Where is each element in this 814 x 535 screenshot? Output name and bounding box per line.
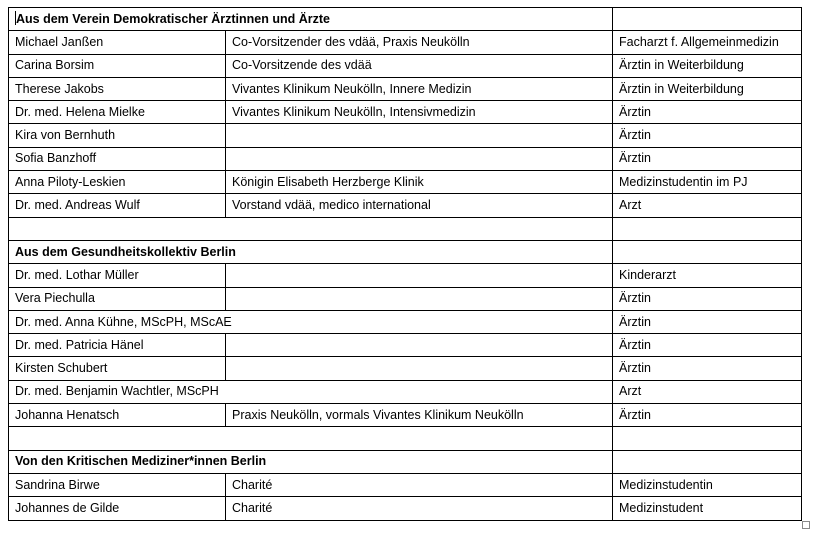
name-cell[interactable]: Dr. med. Lothar Müller: [9, 264, 226, 287]
section-heading-row: [9, 8, 802, 31]
section-heading[interactable]: [9, 240, 613, 263]
empty-cell[interactable]: [9, 427, 613, 450]
name-cell[interactable]: Dr. med. Helena Mielke: [9, 101, 226, 124]
name-cell[interactable]: Anna Piloty-Leskien: [9, 171, 226, 194]
table-row: [9, 194, 802, 217]
empty-cell[interactable]: [613, 240, 802, 263]
signatory-table-body: [9, 8, 802, 521]
table-row: [9, 31, 802, 54]
table-row: [9, 77, 802, 100]
name-cell[interactable]: Dr. med. Patricia Hänel: [9, 334, 226, 357]
empty-cell[interactable]: [613, 8, 802, 31]
role-cell[interactable]: Ärztin: [613, 357, 802, 380]
name-cell[interactable]: Sofia Banzhoff: [9, 147, 226, 170]
affiliation-cell[interactable]: Charité: [226, 473, 613, 496]
table-row: [9, 171, 802, 194]
empty-cell[interactable]: [613, 217, 802, 240]
table-row: [9, 404, 802, 427]
role-cell[interactable]: Ärztin: [613, 334, 802, 357]
affiliation-cell[interactable]: [226, 147, 613, 170]
section-heading[interactable]: [9, 450, 613, 473]
role-cell[interactable]: Facharzt f. Allgemeinmedizin: [613, 31, 802, 54]
role-cell[interactable]: Arzt: [613, 380, 802, 403]
affiliation-cell[interactable]: Co-Vorsitzende des vdää: [226, 54, 613, 77]
affiliation-cell[interactable]: Vorstand vdää, medico international: [226, 194, 613, 217]
name-cell[interactable]: Dr. med. Benjamin Wachtler, MScPH: [9, 380, 613, 403]
role-cell[interactable]: Ärztin: [613, 147, 802, 170]
role-cell[interactable]: Ärztin in Weiterbildung: [613, 54, 802, 77]
table-row: [9, 147, 802, 170]
role-cell[interactable]: Medizinstudent: [613, 497, 802, 520]
role-cell[interactable]: Ärztin: [613, 101, 802, 124]
section-heading-row: [9, 450, 802, 473]
name-cell[interactable]: Johannes de Gilde: [9, 497, 226, 520]
name-cell[interactable]: Johanna Henatsch: [9, 404, 226, 427]
name-cell[interactable]: Vera Piechulla: [9, 287, 226, 310]
section-heading-row: [9, 240, 802, 263]
table-row: [9, 497, 802, 520]
table-row: [9, 101, 802, 124]
table-row: [9, 473, 802, 496]
name-cell[interactable]: Kirsten Schubert: [9, 357, 226, 380]
table-row: [9, 124, 802, 147]
empty-cell[interactable]: [613, 450, 802, 473]
empty-cell[interactable]: [613, 427, 802, 450]
signatory-table: [8, 7, 802, 521]
affiliation-cell[interactable]: Vivantes Klinikum Neukölln, Intensivmedizin: [226, 101, 613, 124]
role-cell[interactable]: Medizinstudentin: [613, 473, 802, 496]
name-cell[interactable]: Dr. med. Andreas Wulf: [9, 194, 226, 217]
role-cell[interactable]: Ärztin: [613, 310, 802, 333]
affiliation-cell[interactable]: [226, 264, 613, 287]
affiliation-cell[interactable]: Praxis Neukölln, vormals Vivantes Klinikum Neukölln: [226, 404, 613, 427]
affiliation-cell[interactable]: [226, 334, 613, 357]
role-cell[interactable]: Ärztin: [613, 124, 802, 147]
affiliation-cell[interactable]: Vivantes Klinikum Neukölln, Innere Medizin: [226, 77, 613, 100]
affiliation-cell[interactable]: Charité: [226, 497, 613, 520]
table-row: [9, 264, 802, 287]
role-cell[interactable]: Arzt: [613, 194, 802, 217]
name-cell[interactable]: Dr. med. Anna Kühne, MScPH, MScAE: [9, 310, 613, 333]
table-row: [9, 334, 802, 357]
table-row: [9, 54, 802, 77]
affiliation-cell[interactable]: [226, 124, 613, 147]
name-cell[interactable]: Carina Borsim: [9, 54, 226, 77]
table-row: [9, 287, 802, 310]
spacer-row: [9, 217, 802, 240]
role-cell[interactable]: Medizinstudentin im PJ: [613, 171, 802, 194]
role-cell[interactable]: Ärztin: [613, 287, 802, 310]
section-heading-text: Aus dem Verein Demokratischer Ärztinnen und Ärzte: [16, 11, 330, 26]
affiliation-cell[interactable]: [226, 357, 613, 380]
table-row: [9, 380, 802, 403]
section-heading[interactable]: [9, 8, 613, 31]
name-cell[interactable]: Kira von Bernhuth: [9, 124, 226, 147]
role-cell[interactable]: Kinderarzt: [613, 264, 802, 287]
name-cell[interactable]: Sandrina Birwe: [9, 473, 226, 496]
affiliation-cell[interactable]: [226, 287, 613, 310]
name-cell[interactable]: Therese Jakobs: [9, 77, 226, 100]
section-heading-text: Von den Kritischen Mediziner*innen Berlin: [15, 454, 267, 469]
affiliation-cell[interactable]: Co-Vorsitzender des vdää, Praxis Neukölln: [226, 31, 613, 54]
table-row: [9, 357, 802, 380]
role-cell[interactable]: Ärztin in Weiterbildung: [613, 77, 802, 100]
section-heading-text: Aus dem Gesundheitskollektiv Berlin: [15, 244, 236, 259]
empty-cell[interactable]: [9, 217, 613, 240]
spacer-row: [9, 427, 802, 450]
name-cell[interactable]: Michael Janßen: [9, 31, 226, 54]
table-row: [9, 310, 802, 333]
table-resize-handle[interactable]: [802, 521, 810, 529]
affiliation-cell[interactable]: Königin Elisabeth Herzberge Klinik: [226, 171, 613, 194]
role-cell[interactable]: Ärztin: [613, 404, 802, 427]
